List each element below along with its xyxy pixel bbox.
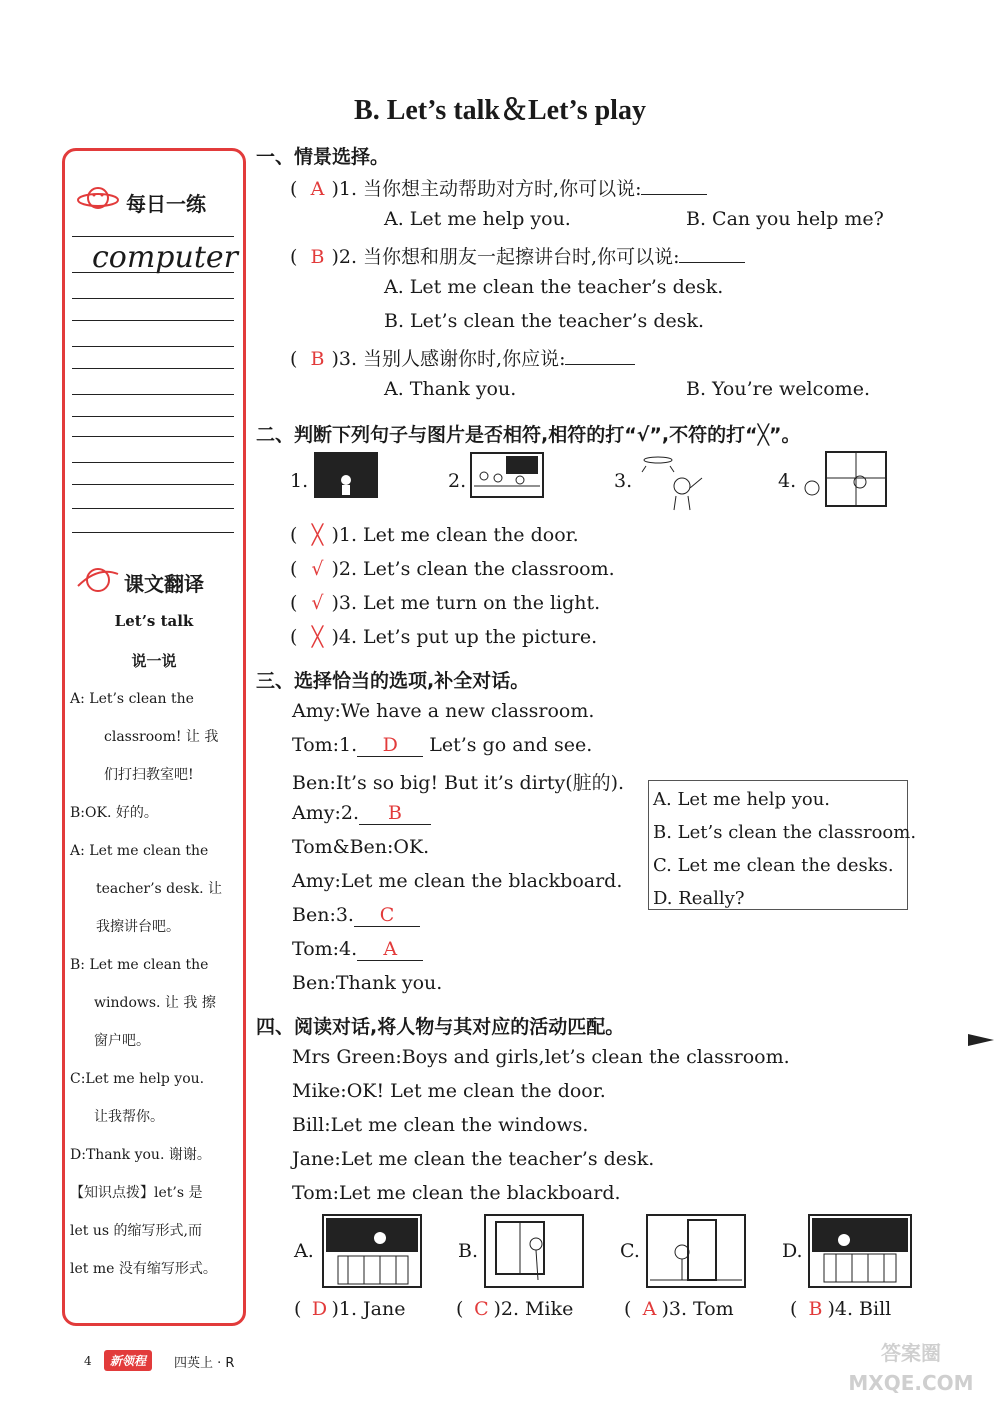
daily-word: computer — [92, 240, 238, 275]
saturn-icon — [76, 562, 120, 598]
answer: B — [310, 348, 325, 370]
answer: C — [354, 904, 420, 927]
s2-item: ( ╳ )1. Let me clean the door. — [290, 524, 579, 546]
choice: C. Let me clean the desks. — [653, 855, 894, 876]
section1-heading: 一、情景选择。 — [256, 146, 390, 168]
picture-d-desk — [808, 1214, 912, 1288]
match-item: ( A )3. Tom — [624, 1298, 734, 1320]
s2-pic-label: 4. — [778, 470, 797, 492]
choice: D. Really? — [653, 888, 745, 909]
translation-line: 们打扫教室吧! — [104, 767, 194, 783]
match-item: ( B )4. Bill — [790, 1298, 892, 1320]
s1-option-b: B. Let’s clean the teacher’s desk. — [384, 310, 705, 332]
answer: A — [357, 938, 423, 961]
s2-pic-label: 3. — [614, 470, 633, 492]
answer: ╳ — [311, 626, 324, 648]
translation-line: let me 没有缩写形式。 — [70, 1261, 217, 1277]
s1-option-a: A. Thank you. — [384, 378, 517, 400]
dialogue-line: Ben:It’s so big! But it’s dirty(脏的). — [292, 772, 625, 794]
dialogue-line: Ben:3. C — [292, 904, 420, 927]
choice: A. Let me help you. — [653, 789, 831, 810]
page-number: 4 — [84, 1354, 92, 1368]
dialogue-line: Mrs Green:Boys and girls,let’s clean the classroom. — [292, 1046, 790, 1068]
book-label: 四英上 · R — [174, 1356, 235, 1371]
translation-line: C:Let me help you. — [70, 1071, 205, 1087]
match-item: ( C )2. Mike — [456, 1298, 574, 1320]
translation-line: 让我帮你。 — [94, 1109, 164, 1125]
answer: B — [808, 1298, 823, 1320]
match-item: ( D )1. Jane — [294, 1298, 406, 1320]
dialogue-line: Tom:Let me clean the blackboard. — [292, 1182, 621, 1204]
section4-heading: 四、阅读对话,将人物与其对应的活动匹配。 — [256, 1016, 625, 1038]
lets-talk-label: Let’s talk — [114, 612, 194, 630]
page-title: B. Let’s talk＆Let’s play — [354, 95, 646, 126]
section2-heading: 二、判断下列句子与图片是否相符,相符的打“√”,不符的打“╳”。 — [256, 424, 801, 446]
answer: D — [357, 734, 423, 757]
answer: A — [642, 1298, 657, 1320]
answer: B — [359, 802, 431, 825]
s1-option-b: B. Can you help me? — [686, 208, 884, 230]
dialogue-line: Tom&Ben:OK. — [292, 836, 430, 858]
answer: √ — [311, 558, 324, 580]
translation-line: 窗户吧。 — [94, 1033, 150, 1049]
s1-option-b: B. You’re welcome. — [686, 378, 870, 400]
picture-b-window — [484, 1214, 584, 1288]
next-page-arrow-icon — [968, 1032, 994, 1048]
answer: √ — [311, 592, 324, 614]
picture-window — [800, 448, 892, 512]
s2-pic-label: 1. — [290, 470, 309, 492]
translation-line: B: Let me clean the — [70, 957, 209, 973]
s2-item: ( ╳ )4. Let’s put up the picture. — [290, 626, 598, 648]
brand-badge: 新领程 — [104, 1350, 152, 1371]
picture-blackboard — [314, 452, 378, 498]
translation-heading: 课文翻译 — [124, 572, 204, 596]
answer: D — [311, 1298, 328, 1320]
translation-line: B:OK. 好的。 — [70, 805, 158, 821]
answer: ╳ — [311, 524, 324, 546]
watermark: 答案圈 MXQE.COM — [848, 1341, 974, 1395]
shuo-yi-shuo-label: 说一说 — [131, 652, 177, 670]
s1-question-1: ( A )1. 当你想主动帮助对方时,你可以说: — [290, 174, 707, 201]
answer: C — [474, 1298, 489, 1320]
translation-line: A: Let me clean the — [70, 843, 209, 859]
picture-light — [636, 452, 708, 512]
s1-option-a: A. Let me clean the teacher’s desk. — [384, 276, 724, 298]
dialogue-line: Amy:Let me clean the blackboard. — [292, 870, 623, 892]
translation-line: D:Thank you. 谢谢。 — [70, 1147, 211, 1163]
answer: A — [310, 178, 325, 200]
dialogue-line: Tom:4. A — [292, 938, 423, 961]
s1-option-a: A. Let me help you. — [384, 208, 571, 230]
dialogue-line: Jane:Let me clean the teacher’s desk. — [292, 1148, 655, 1170]
planet-icon — [76, 180, 120, 216]
translation-line: 【知识点拨】let’s 是 — [70, 1185, 203, 1201]
answer: B — [310, 246, 325, 268]
section3-heading: 三、选择恰当的选项,补全对话。 — [256, 670, 530, 692]
translation-line: teacher’s desk. 让 — [96, 881, 222, 897]
s1-question-3: ( B )3. 当别人感谢你时,你应说: — [290, 344, 635, 371]
translation-line: windows. 让 我 擦 — [94, 995, 216, 1011]
s4-pic-label: D. — [782, 1240, 803, 1262]
dialogue-line: Tom:1. D Let’s go and see. — [292, 734, 593, 756]
picture-a-blackboard — [322, 1214, 422, 1288]
dialogue-line: Ben:Thank you. — [292, 972, 443, 994]
s4-pic-label: C. — [620, 1240, 640, 1262]
dialogue-line: Mike:OK! Let me clean the door. — [292, 1080, 606, 1102]
translation-line: 我擦讲台吧。 — [96, 919, 180, 935]
dialogue-line: Bill:Let me clean the windows. — [292, 1114, 589, 1136]
dialogue-line: Amy:We have a new classroom. — [292, 700, 595, 722]
s2-item: ( √ )2. Let’s clean the classroom. — [290, 558, 615, 580]
translation-line: A: Let’s clean the — [70, 691, 194, 707]
s2-item: ( √ )3. Let me turn on the light. — [290, 592, 601, 614]
s4-pic-label: B. — [458, 1240, 479, 1262]
s4-pic-label: A. — [294, 1240, 314, 1262]
daily-practice-heading: 每日一练 — [126, 192, 206, 216]
translation-line: classroom! 让 我 — [104, 729, 219, 745]
choices-box — [648, 780, 917, 910]
choice: B. Let’s clean the classroom. — [653, 822, 917, 843]
s1-question-2: ( B )2. 当你想和朋友一起擦讲台时,你可以说: — [290, 242, 745, 269]
picture-classroom — [470, 452, 544, 498]
picture-c-door — [646, 1214, 746, 1288]
translation-text — [70, 680, 238, 1288]
s2-pic-label: 2. — [448, 470, 467, 492]
translation-line: let us 的缩写形式,而 — [70, 1223, 202, 1239]
dialogue-line: Amy:2. B — [292, 802, 431, 825]
